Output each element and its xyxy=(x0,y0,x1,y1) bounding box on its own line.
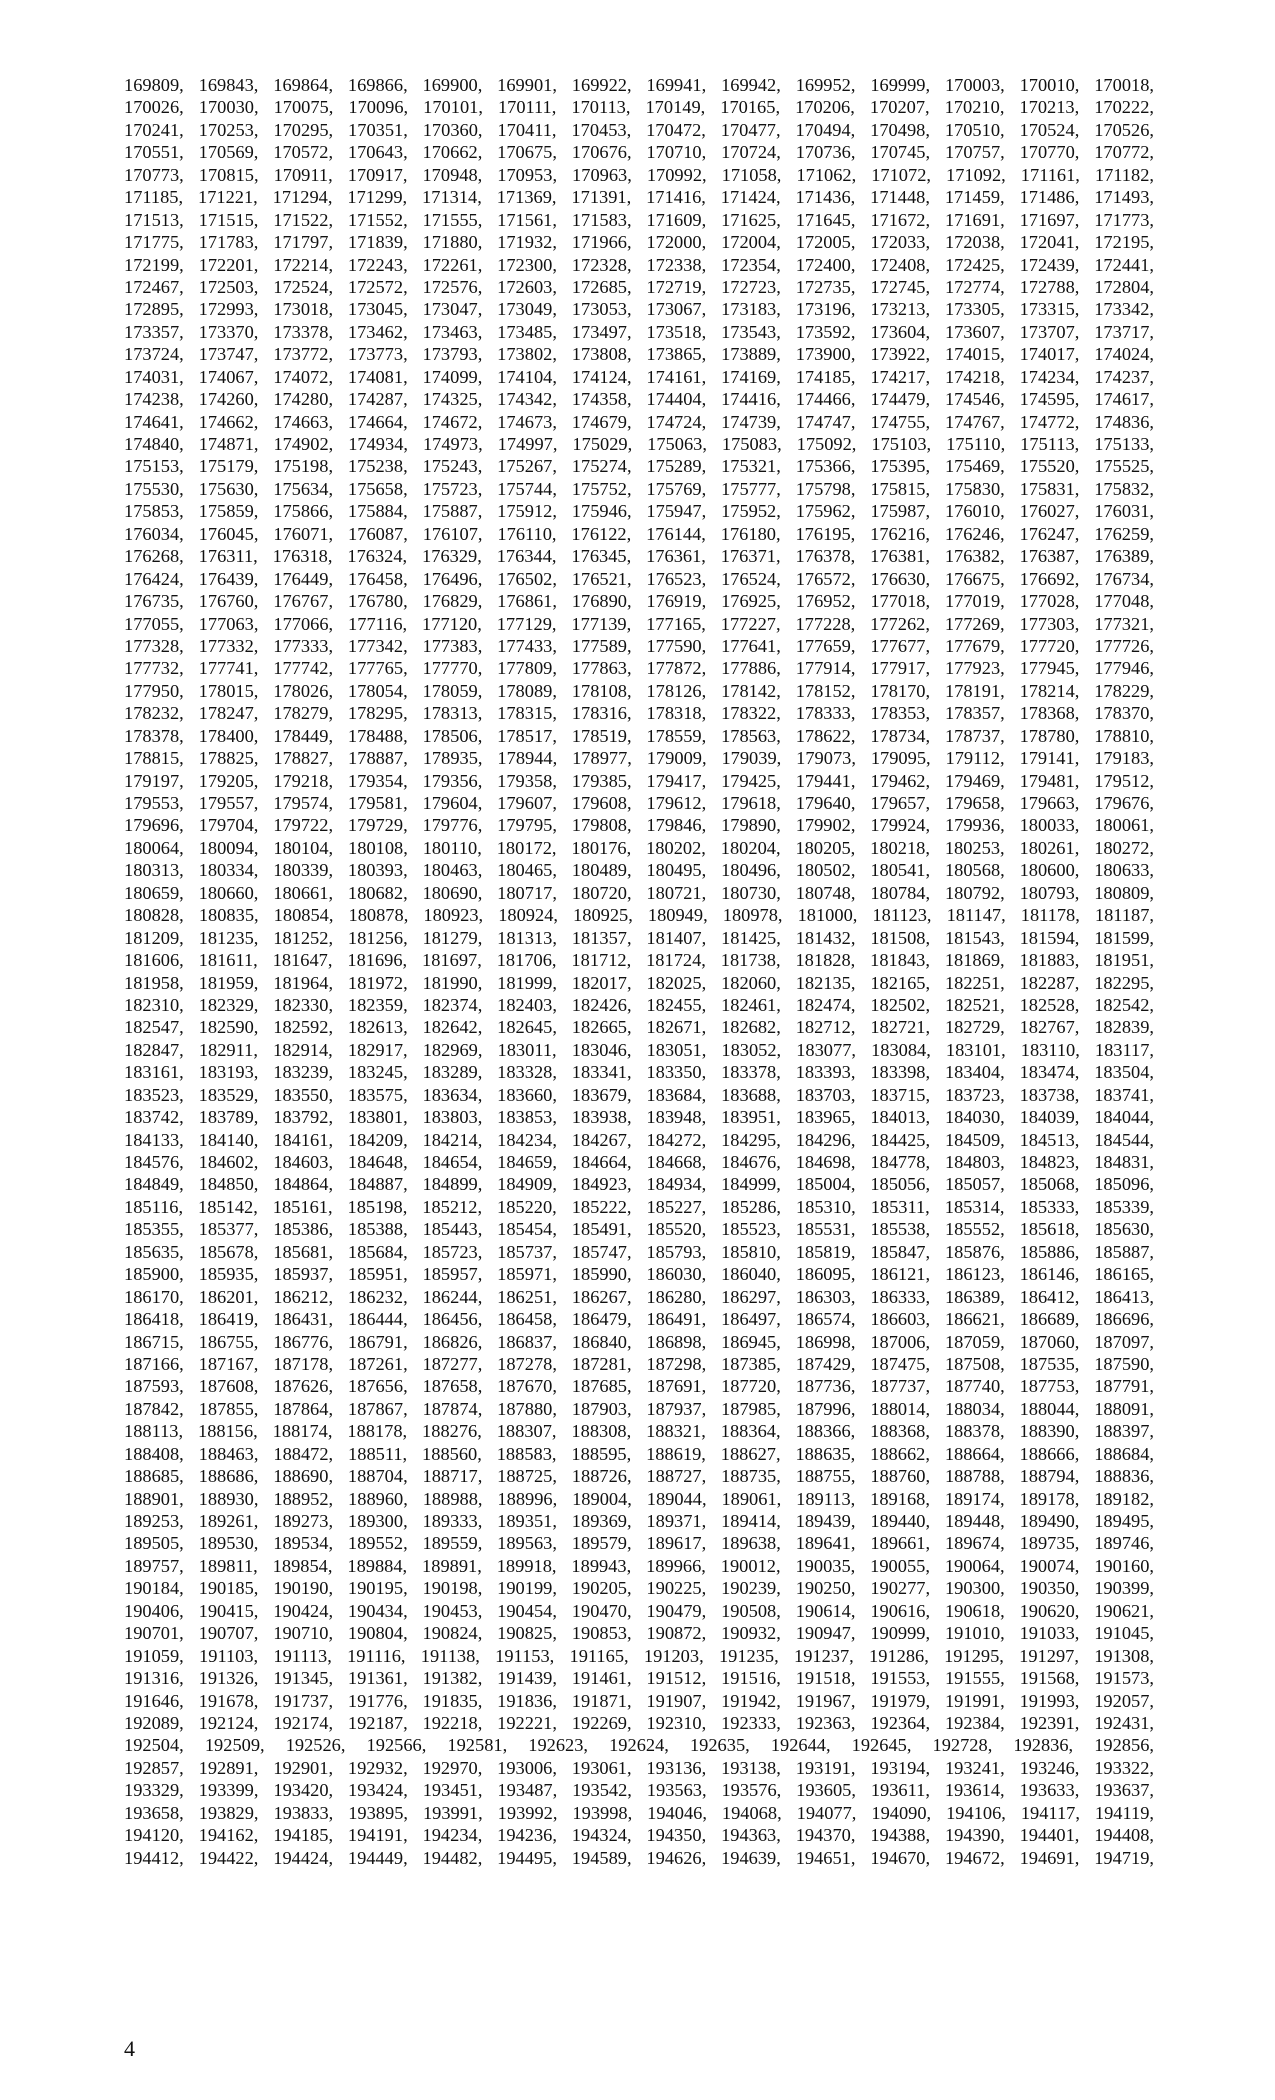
number-line: 188113, 188156, 188174, 188178, 188276, 188307, 188308, 188321, 188364, 188366, 188368, 188378, 188390, 188397, xyxy=(124,1421,1154,1442)
number-line: 191059, 191103, 191113, 191116, 191138, 191153, 191165, 191203, 191235, 191237, 191286, 191295, 191297, 191308, xyxy=(124,1645,1154,1666)
number-line: 170241, 170253, 170295, 170351, 170360, 170411, 170453, 170472, 170477, 170494, 170498, 170510, 170524, 170526, xyxy=(124,119,1154,140)
number-line: 188408, 188463, 188472, 188511, 188560, 188583, 188595, 188619, 188627, 188635, 188662, 188664, 188666, 188684, xyxy=(124,1443,1154,1464)
number-line: 180064, 180094, 180104, 180108, 180110, 180172, 180176, 180202, 180204, 180205, 180218, 180253, 180261, 180272, xyxy=(124,837,1154,858)
number-line: 176424, 176439, 176449, 176458, 176496, 176502, 176521, 176523, 176524, 176572, 176630, 176675, 176692, 176734, xyxy=(124,568,1154,589)
number-line: 178815, 178825, 178827, 178887, 178935, 178944, 178977, 179009, 179039, 179073, 179095, 179112, 179141, 179183, xyxy=(124,748,1154,769)
number-line: 176034, 176045, 176071, 176087, 176107, 176110, 176122, 176144, 176180, 176195, 176216, 176246, 176247, 176259, xyxy=(124,523,1154,544)
number-line: 180659, 180660, 180661, 180682, 180690, 180717, 180720, 180721, 180730, 180748, 180784, 180792, 180793, 180809, xyxy=(124,882,1154,903)
number-line: 173724, 173747, 173772, 173773, 173793, 173802, 173808, 173865, 173889, 173900, 173922, 174015, 174017, 174024, xyxy=(124,344,1154,365)
number-line: 172895, 172993, 173018, 173045, 173047, 173049, 173053, 173067, 173183, 173196, 173213, 173305, 173315, 173342, xyxy=(124,299,1154,320)
number-line: 189757, 189811, 189854, 189884, 189891, 189918, 189943, 189966, 190012, 190035, 190055, 190064, 190074, 190160, xyxy=(124,1555,1154,1576)
number-line: 181606, 181611, 181647, 181696, 181697, 181706, 181712, 181724, 181738, 181828, 181843, 181869, 181883, 181951, xyxy=(124,950,1154,971)
number-line: 171185, 171221, 171294, 171299, 171314, 171369, 171391, 171416, 171424, 171436, 171448, 171459, 171486, 171493, xyxy=(124,187,1154,208)
number-line: 180313, 180334, 180339, 180393, 180463, 180465, 180489, 180495, 180496, 180502, 180541, 180568, 180600, 180633, xyxy=(124,860,1154,881)
number-line: 191316, 191326, 191345, 191361, 191382, 191439, 191461, 191512, 191516, 191518, 191553, 191555, 191568, 191573, xyxy=(124,1668,1154,1689)
number-line: 187842, 187855, 187864, 187867, 187874, 187880, 187903, 187937, 187985, 187996, 188014, 188034, 188044, 188091, xyxy=(124,1398,1154,1419)
number-line: 183523, 183529, 183550, 183575, 183634, 183660, 183679, 183684, 183688, 183703, 183715, 183723, 183738, 183741, xyxy=(124,1084,1154,1105)
number-line: 174031, 174067, 174072, 174081, 174099, 174104, 174124, 174161, 174169, 174185, 174217, 174218, 174234, 174237, xyxy=(124,366,1154,387)
number-line: 178378, 178400, 178449, 178488, 178506, 178517, 178519, 178559, 178563, 178622, 178734, 178737, 178780, 178810, xyxy=(124,725,1154,746)
number-line: 185900, 185935, 185937, 185951, 185957, 185971, 185990, 186030, 186040, 186095, 186121, 186123, 186146, 186165, xyxy=(124,1264,1154,1285)
number-line: 194412, 194422, 194424, 194449, 194482, 194495, 194589, 194626, 194639, 194651, 194670, 194672, 194691, 194719, xyxy=(124,1847,1154,1868)
number-line: 171775, 171783, 171797, 171839, 171880, 171932, 171966, 172000, 172004, 172005, 172033, 172038, 172041, 172195, xyxy=(124,232,1154,253)
number-line: 182310, 182329, 182330, 182359, 182374, 182403, 182426, 182455, 182461, 182474, 182502, 182521, 182528, 182542, xyxy=(124,994,1154,1015)
number-line: 191646, 191678, 191737, 191776, 191835, 191836, 191871, 191907, 191942, 191967, 191979, 191991, 191993, 192057, xyxy=(124,1690,1154,1711)
number-line: 175853, 175859, 175866, 175884, 175887, 175912, 175946, 175947, 175952, 175962, 175987, 176010, 176027, 176031, xyxy=(124,501,1154,522)
number-line: 185355, 185377, 185386, 185388, 185443, 185454, 185491, 185520, 185523, 185531, 185538, 185552, 185618, 185630, xyxy=(124,1219,1154,1240)
number-line: 175530, 175630, 175634, 175658, 175723, 175744, 175752, 175769, 175777, 175798, 175815, 175830, 175831, 175832, xyxy=(124,478,1154,499)
number-line: 190406, 190415, 190424, 190434, 190453, 190454, 190470, 190479, 190508, 190614, 190616, 190618, 190620, 190621, xyxy=(124,1600,1154,1621)
number-line: 186170, 186201, 186212, 186232, 186244, 186251, 186267, 186280, 186297, 186303, 186333, 186389, 186412, 186413, xyxy=(124,1286,1154,1307)
number-line: 178232, 178247, 178279, 178295, 178313, 178315, 178316, 178318, 178322, 178333, 178353, 178357, 178368, 178370, xyxy=(124,703,1154,724)
number-line: 188685, 188686, 188690, 188704, 188717, 188725, 188726, 188727, 188735, 188755, 188760, 188788, 188794, 188836, xyxy=(124,1466,1154,1487)
number-line: 182847, 182911, 182914, 182917, 182969, 183011, 183046, 183051, 183052, 183077, 183084, 183101, 183110, 183117, xyxy=(124,1039,1154,1060)
number-line: 177328, 177332, 177333, 177342, 177383, 177433, 177589, 177590, 177641, 177659, 177677, 177679, 177720, 177726, xyxy=(124,635,1154,656)
number-line: 192504, 192509, 192526, 192566, 192581, 192623, 192624, 192635, 192644, 192645, 192728, 192836, 192856, xyxy=(124,1735,1154,1756)
number-line: 176268, 176311, 176318, 176324, 176329, 176344, 176345, 176361, 176371, 176378, 176381, 176382, 176387, 176389, xyxy=(124,546,1154,567)
number-line: 171513, 171515, 171522, 171552, 171555, 171561, 171583, 171609, 171625, 171645, 171672, 171691, 171697, 171773, xyxy=(124,209,1154,230)
page-number: 4 xyxy=(124,2036,135,2061)
number-line: 193658, 193829, 193833, 193895, 193991, 193992, 193998, 194046, 194068, 194077, 194090, 194106, 194117, 194119, xyxy=(124,1802,1154,1823)
number-line: 177732, 177741, 177742, 177765, 177770, 177809, 177863, 177872, 177886, 177914, 177917, 177923, 177945, 177946, xyxy=(124,658,1154,679)
number-line: 189505, 189530, 189534, 189552, 189559, 189563, 189579, 189617, 189638, 189641, 189661, 189674, 189735, 189746, xyxy=(124,1533,1154,1554)
number-line: 186418, 186419, 186431, 186444, 186456, 186458, 186479, 186491, 186497, 186574, 186603, 186621, 186689, 186696, xyxy=(124,1309,1154,1330)
number-line: 190701, 190707, 190710, 190804, 190824, 190825, 190853, 190872, 190932, 190947, 190999, 191010, 191033, 191045, xyxy=(124,1623,1154,1644)
number-line: 186715, 186755, 186776, 186791, 186826, 186837, 186840, 186898, 186945, 186998, 187006, 187059, 187060, 187097, xyxy=(124,1331,1154,1352)
number-line: 194120, 194162, 194185, 194191, 194234, 194236, 194324, 194350, 194363, 194370, 194388, 194390, 194401, 194408, xyxy=(124,1825,1154,1846)
number-line: 174238, 174260, 174280, 174287, 174325, 174342, 174358, 174404, 174416, 174466, 174479, 174546, 174595, 174617, xyxy=(124,389,1154,410)
number-line: 170773, 170815, 170911, 170917, 170948, 170953, 170963, 170992, 171058, 171062, 171072, 171092, 171161, 171182, xyxy=(124,164,1154,185)
number-line: 172467, 172503, 172524, 172572, 172576, 172603, 172685, 172719, 172723, 172735, 172745, 172774, 172788, 172804, xyxy=(124,276,1154,297)
number-line: 177055, 177063, 177066, 177116, 177120, 177129, 177139, 177165, 177227, 177228, 177262, 177269, 177303, 177321, xyxy=(124,613,1154,634)
number-line: 185116, 185142, 185161, 185198, 185212, 185220, 185222, 185227, 185286, 185310, 185311, 185314, 185333, 185339, xyxy=(124,1196,1154,1217)
number-line: 183742, 183789, 183792, 183801, 183803, 183853, 183938, 183948, 183951, 183965, 184013, 184030, 184039, 184044, xyxy=(124,1107,1154,1128)
number-line: 179197, 179205, 179218, 179354, 179356, 179358, 179385, 179417, 179425, 179441, 179462, 179469, 179481, 179512, xyxy=(124,770,1154,791)
number-line: 184849, 184850, 184864, 184887, 184899, 184909, 184923, 184934, 184999, 185004, 185056, 185057, 185068, 185096, xyxy=(124,1174,1154,1195)
number-line: 179553, 179557, 179574, 179581, 179604, 179607, 179608, 179612, 179618, 179640, 179657, 179658, 179663, 179676, xyxy=(124,793,1154,813)
number-line: 184576, 184602, 184603, 184648, 184654, 184659, 184664, 184668, 184676, 184698, 184778, 184803, 184823, 184831, xyxy=(124,1152,1154,1172)
number-line: 179696, 179704, 179722, 179729, 179776, 179795, 179808, 179846, 179890, 179902, 179924, 179936, 180033, 180061, xyxy=(124,815,1154,836)
number-line: 188901, 188930, 188952, 188960, 188988, 188996, 189004, 189044, 189061, 189113, 189168, 189174, 189178, 189182, xyxy=(124,1488,1154,1509)
number-line: 193329, 193399, 193420, 193424, 193451, 193487, 193542, 193563, 193576, 193605, 193611, 193614, 193633, 193637, xyxy=(124,1780,1154,1801)
number-line: 192089, 192124, 192174, 192187, 192218, 192221, 192269, 192310, 192333, 192363, 192364, 192384, 192391, 192431, xyxy=(124,1712,1154,1733)
number-line: 183161, 183193, 183239, 183245, 183289, 183328, 183341, 183350, 183378, 183393, 183398, 183404, 183474, 183504, xyxy=(124,1062,1154,1083)
number-line: 181209, 181235, 181252, 181256, 181279, 181313, 181357, 181407, 181425, 181432, 181508, 181543, 181594, 181599, xyxy=(124,927,1154,948)
number-line: 187166, 187167, 187178, 187261, 187277, 187278, 187281, 187298, 187385, 187429, 187475, 187508, 187535, 187590, xyxy=(124,1353,1154,1374)
number-line: 190184, 190185, 190190, 190195, 190198, 190199, 190205, 190225, 190239, 190250, 190277, 190300, 190350, 190399, xyxy=(124,1578,1154,1599)
number-line: 172199, 172201, 172214, 172243, 172261, 172300, 172328, 172338, 172354, 172400, 172408, 172425, 172439, 172441, xyxy=(124,254,1154,275)
number-line: 170551, 170569, 170572, 170643, 170662, 170675, 170676, 170710, 170724, 170736, 170745, 170757, 170770, 170772, xyxy=(124,142,1154,163)
number-line: 180828, 180835, 180854, 180878, 180923, 180924, 180925, 180949, 180978, 181000, 181123, 181147, 181178, 181187, xyxy=(124,905,1154,926)
number-line: 192857, 192891, 192901, 192932, 192970, 193006, 193061, 193136, 193138, 193191, 193194, 193241, 193246, 193322, xyxy=(124,1757,1154,1778)
number-line: 175153, 175179, 175198, 175238, 175243, 175267, 175274, 175289, 175321, 175366, 175395, 175469, 175520, 175525, xyxy=(124,456,1154,477)
number-list xyxy=(124,74,1154,1869)
number-line: 177950, 178015, 178026, 178054, 178059, 178089, 178108, 178126, 178142, 178152, 178170, 178191, 178214, 178229, xyxy=(124,680,1154,701)
number-line: 187593, 187608, 187626, 187656, 187658, 187670, 187685, 187691, 187720, 187736, 187737, 187740, 187753, 187791, xyxy=(124,1376,1154,1397)
number-line: 174840, 174871, 174902, 174934, 174973, 174997, 175029, 175063, 175083, 175092, 175103, 175110, 175113, 175133, xyxy=(124,434,1154,454)
number-line: 181958, 181959, 181964, 181972, 181990, 181999, 182017, 182025, 182060, 182135, 182165, 182251, 182287, 182295, xyxy=(124,972,1154,993)
number-line: 184133, 184140, 184161, 184209, 184214, 184234, 184267, 184272, 184295, 184296, 184425, 184509, 184513, 184544, xyxy=(124,1129,1154,1150)
number-line: 189253, 189261, 189273, 189300, 189333, 189351, 189369, 189371, 189414, 189439, 189440, 189448, 189490, 189495, xyxy=(124,1511,1154,1531)
number-line: 185635, 185678, 185681, 185684, 185723, 185737, 185747, 185793, 185810, 185819, 185847, 185876, 185886, 185887, xyxy=(124,1241,1154,1262)
number-line: 182547, 182590, 182592, 182613, 182642, 182645, 182665, 182671, 182682, 182712, 182721, 182729, 182767, 182839, xyxy=(124,1017,1154,1038)
number-line: 173357, 173370, 173378, 173462, 173463, 173485, 173497, 173518, 173543, 173592, 173604, 173607, 173707, 173717, xyxy=(124,321,1154,342)
number-line: 174641, 174662, 174663, 174664, 174672, 174673, 174679, 174724, 174739, 174747, 174755, 174767, 174772, 174836, xyxy=(124,411,1154,432)
number-line: 170026, 170030, 170075, 170096, 170101, 170111, 170113, 170149, 170165, 170206, 170207, 170210, 170213, 170222, xyxy=(124,97,1154,118)
number-line: 169809, 169843, 169864, 169866, 169900, 169901, 169922, 169941, 169942, 169952, 169999, 170003, 170010, 170018, xyxy=(124,75,1154,95)
number-line: 176735, 176760, 176767, 176780, 176829, 176861, 176890, 176919, 176925, 176952, 177018, 177019, 177028, 177048, xyxy=(124,591,1154,612)
